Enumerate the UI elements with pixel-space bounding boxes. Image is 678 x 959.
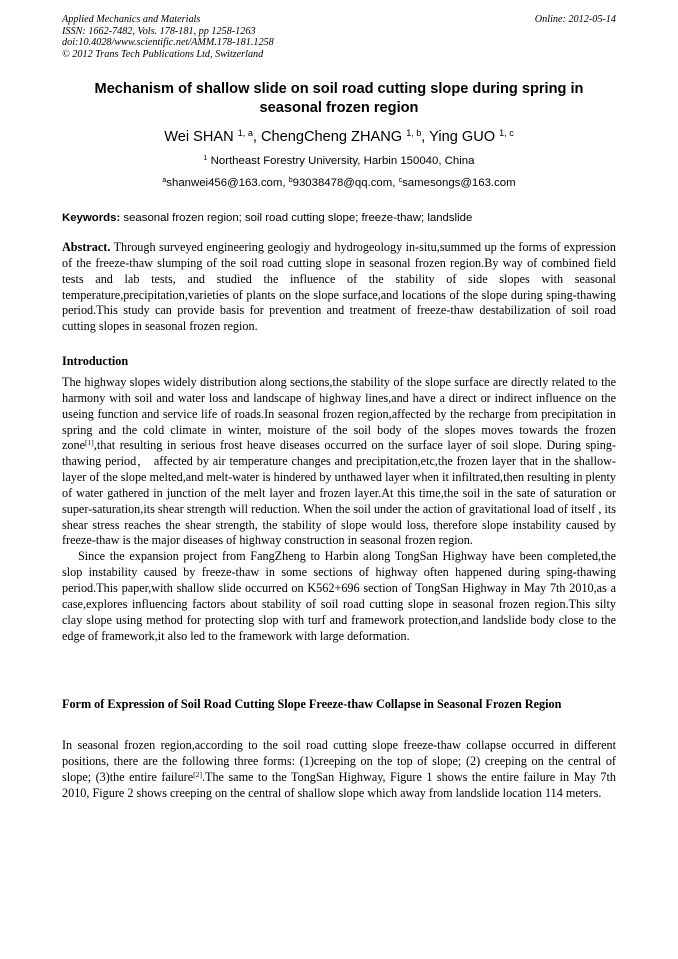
- paragraph: [62, 375, 616, 549]
- paragraph-text: .The same to the TongSan Highway, Figure 1 shows the entire failure in May 7th 2010, Figure 2 shows creeping on the central of shallow slope which away from landslide location 114 meters.: [62, 769, 616, 800]
- author-name: Ying GUO: [429, 129, 496, 145]
- affiliation: [62, 154, 616, 168]
- email-mark: b: [288, 177, 293, 185]
- affiliation-mark: 1: [203, 155, 208, 163]
- journal-name: Applied Mechanics and Materials: [62, 14, 201, 25]
- email-address: shanwei456@163.com: [166, 177, 283, 189]
- author-affil-mark: 1, c: [499, 128, 514, 139]
- copyright-line: © 2012 Trans Tech Publications Ltd, Switzerland: [62, 48, 264, 60]
- paragraph-text: The highway slopes widely distribution along sections,the stability of the slope surface are directly related to the harmony with soil and water loss and landscape of highway lines,and have a direct or indirect influence on the useing function and service life of roads.In seasonal frozen region,affected by the recharge from precipitation in spring and the cold climate in winter, moisture of the soil body of the slopes moves towards the frozen zone: [62, 375, 616, 453]
- section-heading-introduction: Introduction: [62, 354, 129, 368]
- email-address: samesongs@163.com: [402, 177, 516, 189]
- abstract-label: Abstract.: [62, 240, 111, 254]
- citation[interactable]: [2]: [193, 769, 202, 779]
- form-section-body: [62, 738, 616, 801]
- paper-title: Mechanism of shallow slide on soil road cutting slope during spring in seasonal frozen region: [94, 81, 584, 116]
- affiliation-text: Northeast Forestry University, Harbin 150040, China: [210, 155, 475, 167]
- author-list: Wei SHAN $^{1, a}$, ChengCheng ZHANG $^{1, b}$, Ying GUO $^{1, c}$: [164, 128, 514, 145]
- abstract: [62, 240, 616, 335]
- email-mark: a: [162, 177, 167, 185]
- doi-line: doi:10.4028/www.scientific.net/AMM.178-181.1258: [62, 37, 274, 49]
- citation[interactable]: [1]: [85, 438, 94, 448]
- email-mark: c: [398, 177, 403, 185]
- keywords: [62, 211, 616, 226]
- author-name: ChengCheng ZHANG: [260, 129, 403, 145]
- abstract-text: Through surveyed engineering geologiy and hydrogeology in-situ,summed up the forms of expression of the freeze-thaw slumping of the soil road cutting slope in seasonal frozen region.By way of combined field tests and lab tests, and studied the influence of the stability of side slopes with seasonal temperature,precipitation,varieties of plants on the slope surface,and locations of the slope during sping-thawing period.This study can provide basis for prevention and treatment of freeze-thaw destabilization of soil road cutting slopes in seasonal frozen region.: [62, 240, 616, 334]
- keywords-label: Keywords:: [62, 212, 121, 224]
- section-heading-form-of-expression: Form of Expression of Soil Road Cutting Slope Freeze-thaw Collapse in Seasonal Frozen Region: [62, 697, 562, 711]
- email-address: 93038478@qq.com: [292, 177, 393, 189]
- introduction-body: [62, 375, 616, 644]
- author-affil-mark: 1, b: [406, 128, 422, 139]
- online-date: Online: 2012-05-14: [534, 14, 616, 25]
- paragraph-text: In seasonal frozen region,according to the soil road cutting slope freeze-thaw collapse occurred in different positions, there are the following three forms: (1)creeping on the top of slope; (2) creeping on the central of slope; (3)the entire failure: [62, 738, 616, 784]
- author-affil-mark: 1, a: [237, 128, 253, 139]
- paragraph-text: ,that resulting in serious frost heave diseases occurred on the surface layer of soil slope. During sping-thawing period， affected by air temperature changes and precipitation,etc,the frozen layer that in the shallow-layer of the slope melted,and melt-water is hindered by unthawed layer when it infiltrated,then resulting in plenty of water gathered in junction of the melt layer and frozen layer.At this time,the soil in the sate of saturation or super-saturation,its shear strength will reduction. When the soil under the action of gravitational load of itself , its shear stress reaches the shear strength, the stability of slope would loss, therefore slope instability caused by freeze-thaw is the major diseases of highway construction in seasonal frozen region.: [62, 438, 616, 548]
- issn-line: ISSN: 1662-7482, Vols. 178-181, pp 1258-1263: [62, 25, 256, 37]
- email-list: $^a$shanwei456@163.com, $^b$93038478@qq.com, $^c$samesongs@163.com: [162, 177, 516, 189]
- author-name: Wei SHAN: [164, 129, 234, 145]
- keywords-text: seasonal frozen region; soil road cutting slope; freeze-thaw; landslide: [123, 212, 473, 224]
- paragraph: [62, 738, 616, 801]
- paragraph: Since the expansion project from FangZheng to Harbin along TongSan Highway have been completed,the slop instability caused by freeze-thaw in some sections of highway often happened during sping-thawing period.This paper,with shallow slide occurred on K562+696 section of TongSan Highway in May 7th 2010,as a case,explores influencing factors about stability of soil road cutting slope in seasonal frozen region.This silty clay slope using method for protecting slop with turf and framework protection,and landslide body close to the edge of framework,it also led to the framework with large deformation.: [62, 549, 616, 643]
- journal-header: [62, 14, 616, 60]
